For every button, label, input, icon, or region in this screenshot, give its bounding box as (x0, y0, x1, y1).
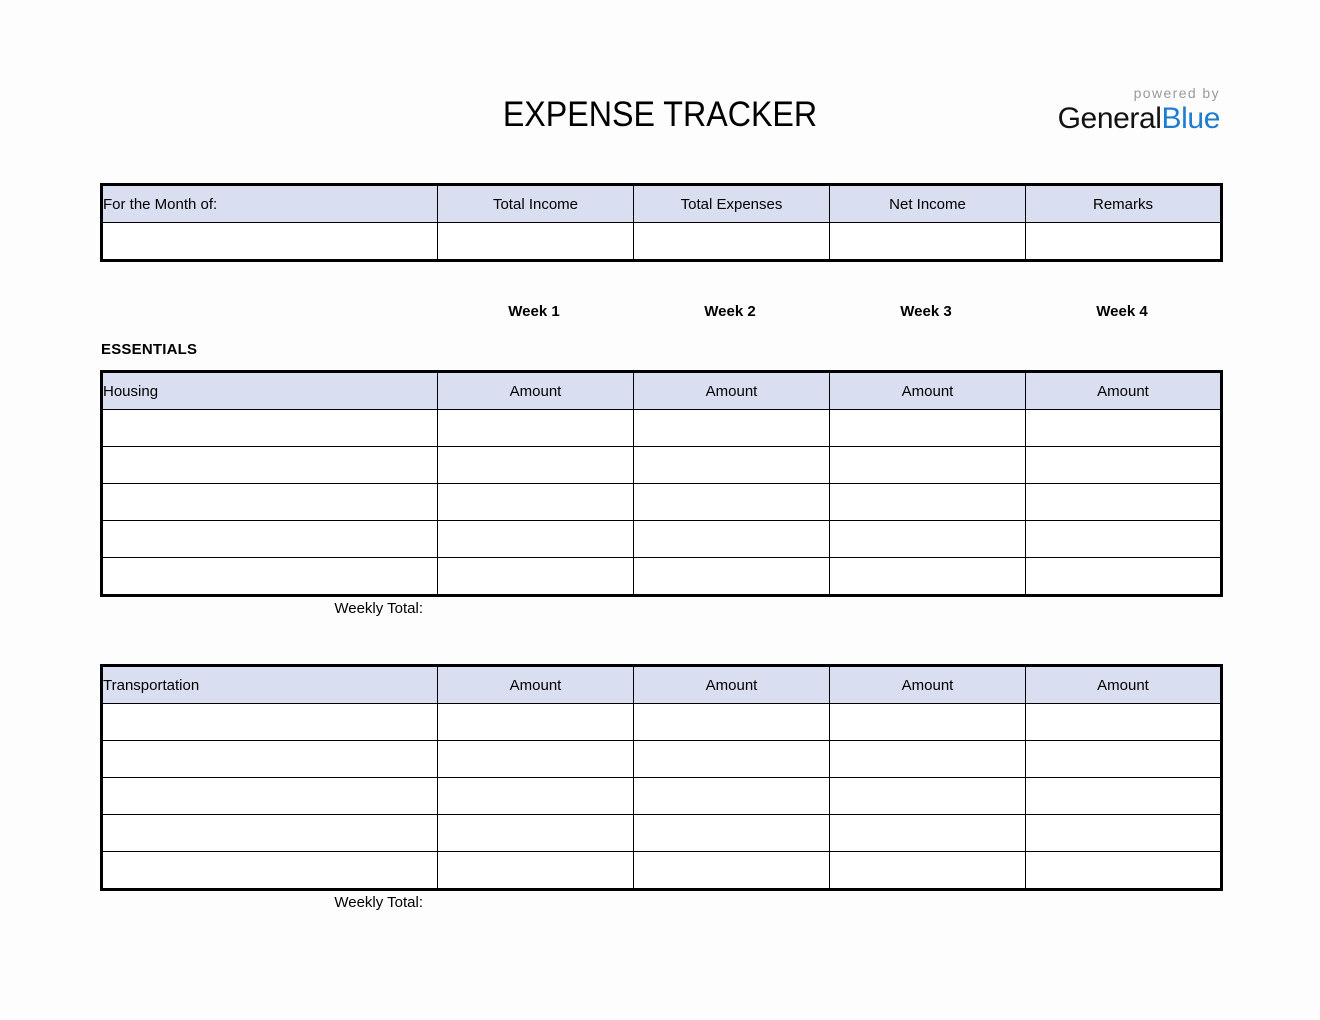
housing-amount-header-w4: Amount (1026, 372, 1222, 410)
summary-header-total-income: Total Income (438, 185, 634, 223)
brand-name (990, 102, 1220, 136)
housing-amount-cell[interactable] (830, 521, 1026, 558)
week-heading-4: Week 4 (1096, 303, 1148, 320)
transportation-amount-cell[interactable] (438, 741, 634, 778)
summary-value-row (102, 223, 1222, 261)
summary-header-net-income: Net Income (830, 185, 1026, 223)
table-row (102, 447, 1222, 484)
transportation-amount-cell[interactable] (830, 704, 1026, 741)
table-row (102, 815, 1222, 852)
housing-amount-cell[interactable] (438, 410, 634, 447)
summary-table (100, 183, 1223, 262)
week-heading-3: Week 3 (900, 303, 952, 320)
transportation-amount-header-w3: Amount (830, 666, 1026, 704)
housing-amount-cell[interactable] (438, 558, 634, 596)
housing-amount-cell[interactable] (634, 521, 830, 558)
transportation-header-row (102, 666, 1222, 704)
transportation-amount-cell[interactable] (1026, 852, 1222, 890)
housing-amount-cell[interactable] (830, 558, 1026, 596)
transportation-amount-header-w1: Amount (438, 666, 634, 704)
housing-amount-cell[interactable] (634, 484, 830, 521)
summary-input-net-income[interactable] (830, 223, 1026, 261)
housing-item-cell[interactable] (102, 410, 438, 447)
summary-input-remarks[interactable] (1026, 223, 1222, 261)
summary-header-total-expenses: Total Expenses (634, 185, 830, 223)
transportation-amount-cell[interactable] (634, 741, 830, 778)
transportation-amount-cell[interactable] (634, 852, 830, 890)
weekly-total-label-housing: Weekly Total: (334, 600, 423, 617)
table-row (102, 741, 1222, 778)
transportation-table (100, 664, 1223, 891)
transportation-amount-cell[interactable] (634, 704, 830, 741)
housing-amount-cell[interactable] (634, 410, 830, 447)
transportation-item-cell[interactable] (102, 815, 438, 852)
transportation-item-cell[interactable] (102, 704, 438, 741)
summary-header-row (102, 185, 1222, 223)
table-row (102, 704, 1222, 741)
housing-amount-cell[interactable] (1026, 558, 1222, 596)
table-row (102, 410, 1222, 447)
housing-amount-header-w3: Amount (830, 372, 1026, 410)
transportation-amount-cell[interactable] (438, 852, 634, 890)
housing-item-cell[interactable] (102, 447, 438, 484)
housing-category-header: Housing (102, 372, 438, 410)
table-row (102, 558, 1222, 596)
summary-input-total-expenses[interactable] (634, 223, 830, 261)
transportation-amount-cell[interactable] (830, 741, 1026, 778)
transportation-item-cell[interactable] (102, 778, 438, 815)
transportation-amount-cell[interactable] (830, 852, 1026, 890)
housing-amount-cell[interactable] (634, 558, 830, 596)
housing-amount-cell[interactable] (1026, 447, 1222, 484)
housing-table (100, 370, 1223, 597)
transportation-amount-cell[interactable] (438, 778, 634, 815)
transportation-amount-cell[interactable] (438, 815, 634, 852)
section-label-essentials: ESSENTIALS (101, 341, 198, 358)
powered-by-label: powered by (1133, 85, 1220, 101)
transportation-amount-header-w2: Amount (634, 666, 830, 704)
transportation-amount-cell[interactable] (830, 778, 1026, 815)
transportation-amount-header-w4: Amount (1026, 666, 1222, 704)
table-row (102, 778, 1222, 815)
brand-name-blue: Blue (1161, 102, 1220, 135)
summary-header-month: For the Month of: (102, 185, 438, 223)
summary-header-remarks: Remarks (1026, 185, 1222, 223)
week-heading-1: Week 1 (508, 303, 560, 320)
transportation-amount-cell[interactable] (634, 815, 830, 852)
table-row (102, 852, 1222, 890)
transportation-category-header: Transportation (102, 666, 438, 704)
housing-item-cell[interactable] (102, 521, 438, 558)
summary-input-total-income[interactable] (438, 223, 634, 261)
page-header (0, 80, 1320, 160)
housing-amount-cell[interactable] (1026, 521, 1222, 558)
week-heading-2: Week 2 (704, 303, 756, 320)
transportation-amount-cell[interactable] (1026, 778, 1222, 815)
table-row (102, 521, 1222, 558)
housing-item-cell[interactable] (102, 558, 438, 596)
week-heading-row (100, 303, 1220, 327)
housing-header-row (102, 372, 1222, 410)
housing-amount-cell[interactable] (1026, 484, 1222, 521)
housing-amount-cell[interactable] (438, 484, 634, 521)
table-row (102, 484, 1222, 521)
transportation-amount-cell[interactable] (1026, 741, 1222, 778)
transportation-amount-cell[interactable] (634, 778, 830, 815)
transportation-amount-cell[interactable] (438, 704, 634, 741)
transportation-amount-cell[interactable] (1026, 704, 1222, 741)
housing-amount-cell[interactable] (438, 447, 634, 484)
brand-name-general: General (1057, 102, 1162, 135)
transportation-item-cell[interactable] (102, 852, 438, 890)
housing-amount-cell[interactable] (1026, 410, 1222, 447)
brand-logo (990, 84, 1220, 136)
housing-amount-cell[interactable] (830, 447, 1026, 484)
housing-item-cell[interactable] (102, 484, 438, 521)
housing-amount-header-w1: Amount (438, 372, 634, 410)
weekly-total-label-transportation: Weekly Total: (334, 894, 423, 911)
housing-amount-cell[interactable] (438, 521, 634, 558)
transportation-item-cell[interactable] (102, 741, 438, 778)
housing-amount-cell[interactable] (830, 410, 1026, 447)
page-title: EXPENSE TRACKER (502, 95, 818, 134)
housing-amount-cell[interactable] (830, 484, 1026, 521)
summary-input-month[interactable] (102, 223, 438, 261)
transportation-amount-cell[interactable] (1026, 815, 1222, 852)
housing-amount-cell[interactable] (634, 447, 830, 484)
housing-amount-header-w2: Amount (634, 372, 830, 410)
transportation-amount-cell[interactable] (830, 815, 1026, 852)
